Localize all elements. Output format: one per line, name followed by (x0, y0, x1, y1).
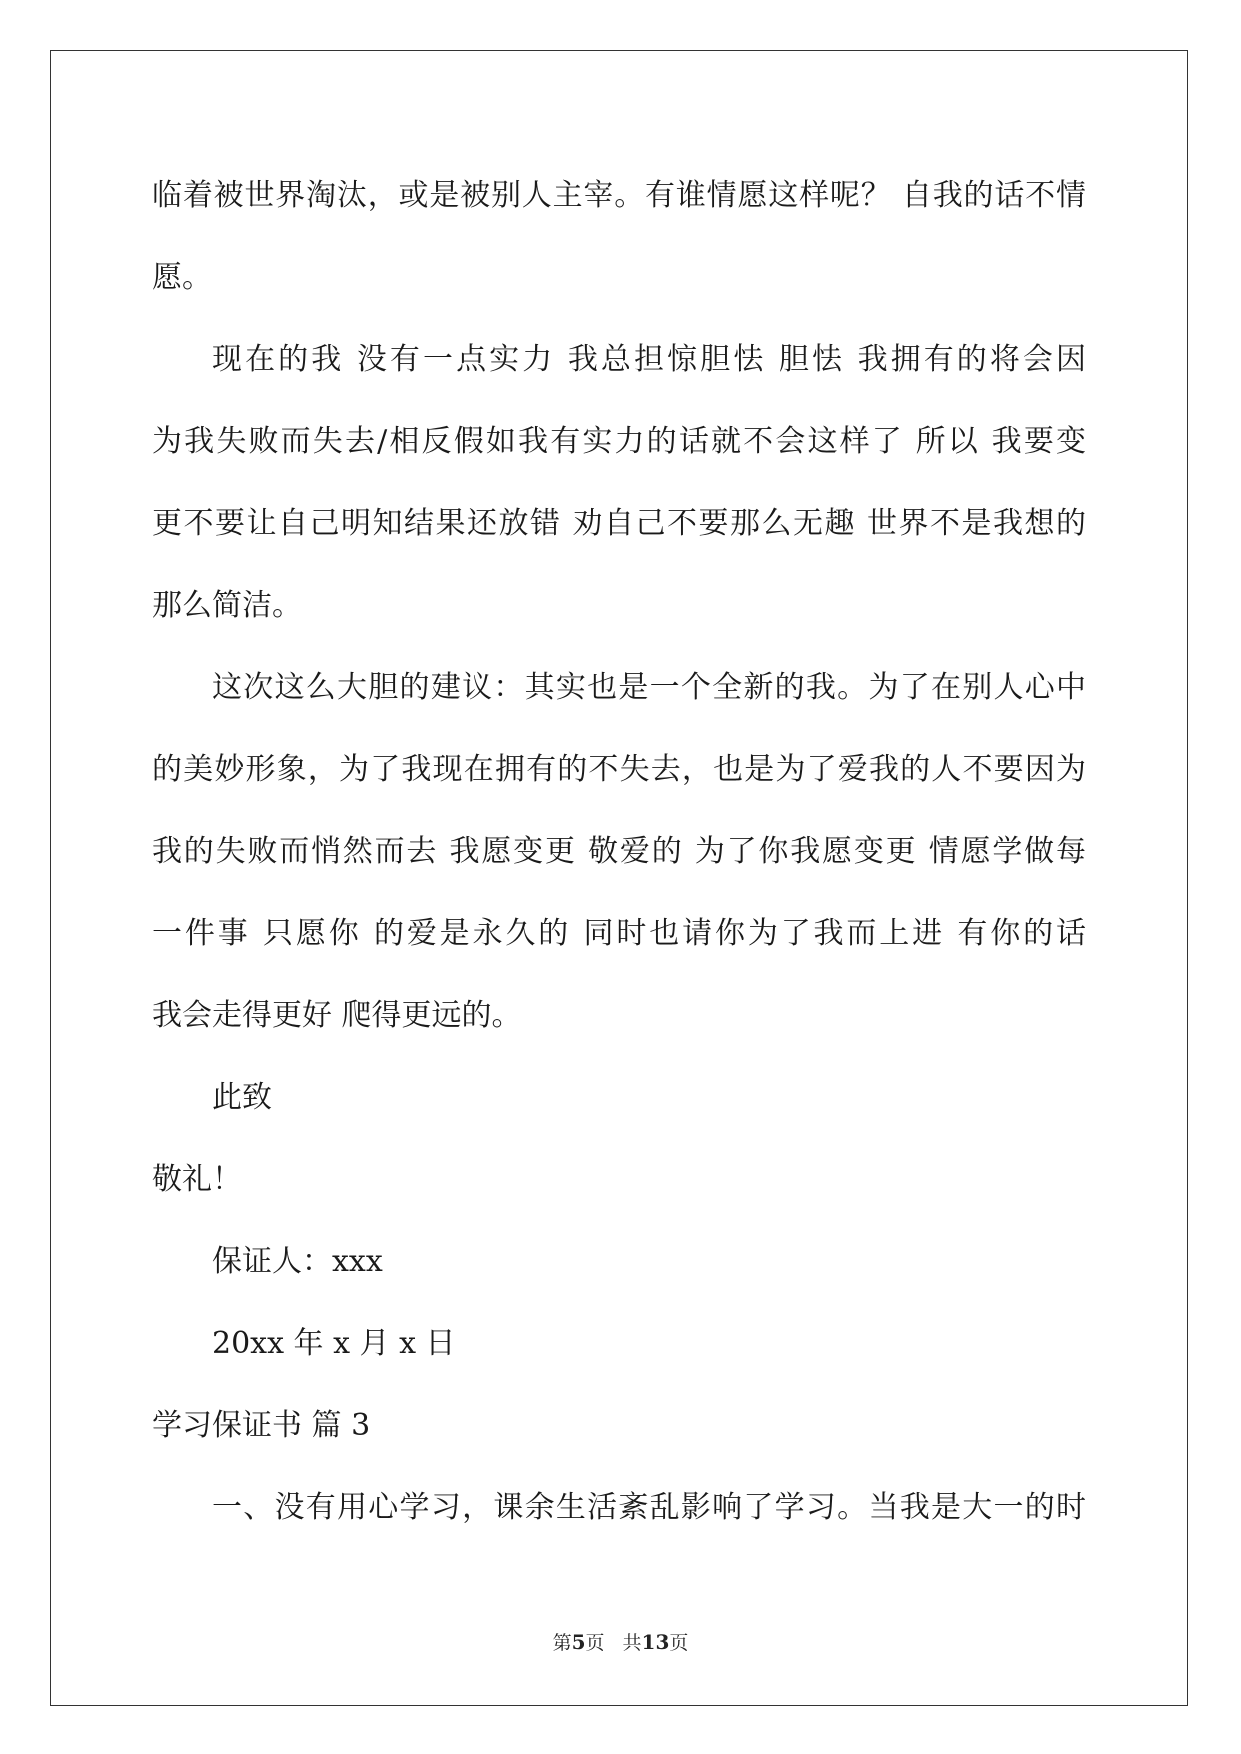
closing-salutation: 此致 (212, 1080, 272, 1115)
text-line: 一、没有用心学习，课余生活紊乱影响了学习。当我是大一的时 (212, 1490, 1086, 1525)
footer-total-prefix: 共 (622, 1632, 642, 1654)
guarantor-signature: 保证人：xxx (212, 1244, 383, 1279)
closing-regards: 敬礼！ (152, 1162, 242, 1197)
page-footer (0, 1628, 1241, 1655)
footer-total-suffix: 页 (669, 1632, 689, 1654)
text-line: 这次这么大胆的建议：其实也是一个全新的我。为了在别人心中 (212, 670, 1086, 705)
document-body (152, 155, 1086, 1549)
footer-page-suffix: 页 (585, 1632, 605, 1654)
text-line: 更不要让自己明知结果还放错 劝自己不要那么无趣 世界不是我想的 (152, 506, 1086, 541)
text-line: 为我失败而失去/相反假如我有实力的话就不会这样了 所以 我要变 (152, 424, 1086, 459)
footer-prefix: 第 (552, 1632, 572, 1654)
text-line: 一件事 只愿你 的爱是永久的 同时也请你为了我而上进 有你的话 (152, 916, 1086, 951)
text-line: 的美妙形象，为了我现在拥有的不失去，也是为了爱我的人不要因为 (152, 752, 1086, 787)
text-line: 临着被世界淘汰，或是被别人主宰。有谁情愿这样呢？ 自我的话不情 (152, 178, 1086, 213)
footer-total-pages: 13 (641, 1630, 670, 1654)
text-line: 我的失败而悄然而去 我愿变更 敬爱的 为了你我愿变更 情愿学做每 (152, 834, 1086, 869)
signature-date: 20xx 年 x 月 x 日 (212, 1326, 456, 1361)
section-heading: 学习保证书 篇 3 (152, 1408, 371, 1443)
text-line: 现在的我 没有一点实力 我总担惊胆怯 胆怯 我拥有的将会因 (212, 342, 1086, 377)
text-line: 那么简洁。 (152, 588, 302, 623)
text-line: 我会走得更好 爬得更远的。 (152, 998, 522, 1033)
text-line: 愿。 (152, 260, 212, 295)
footer-page-number: 5 (571, 1630, 586, 1654)
